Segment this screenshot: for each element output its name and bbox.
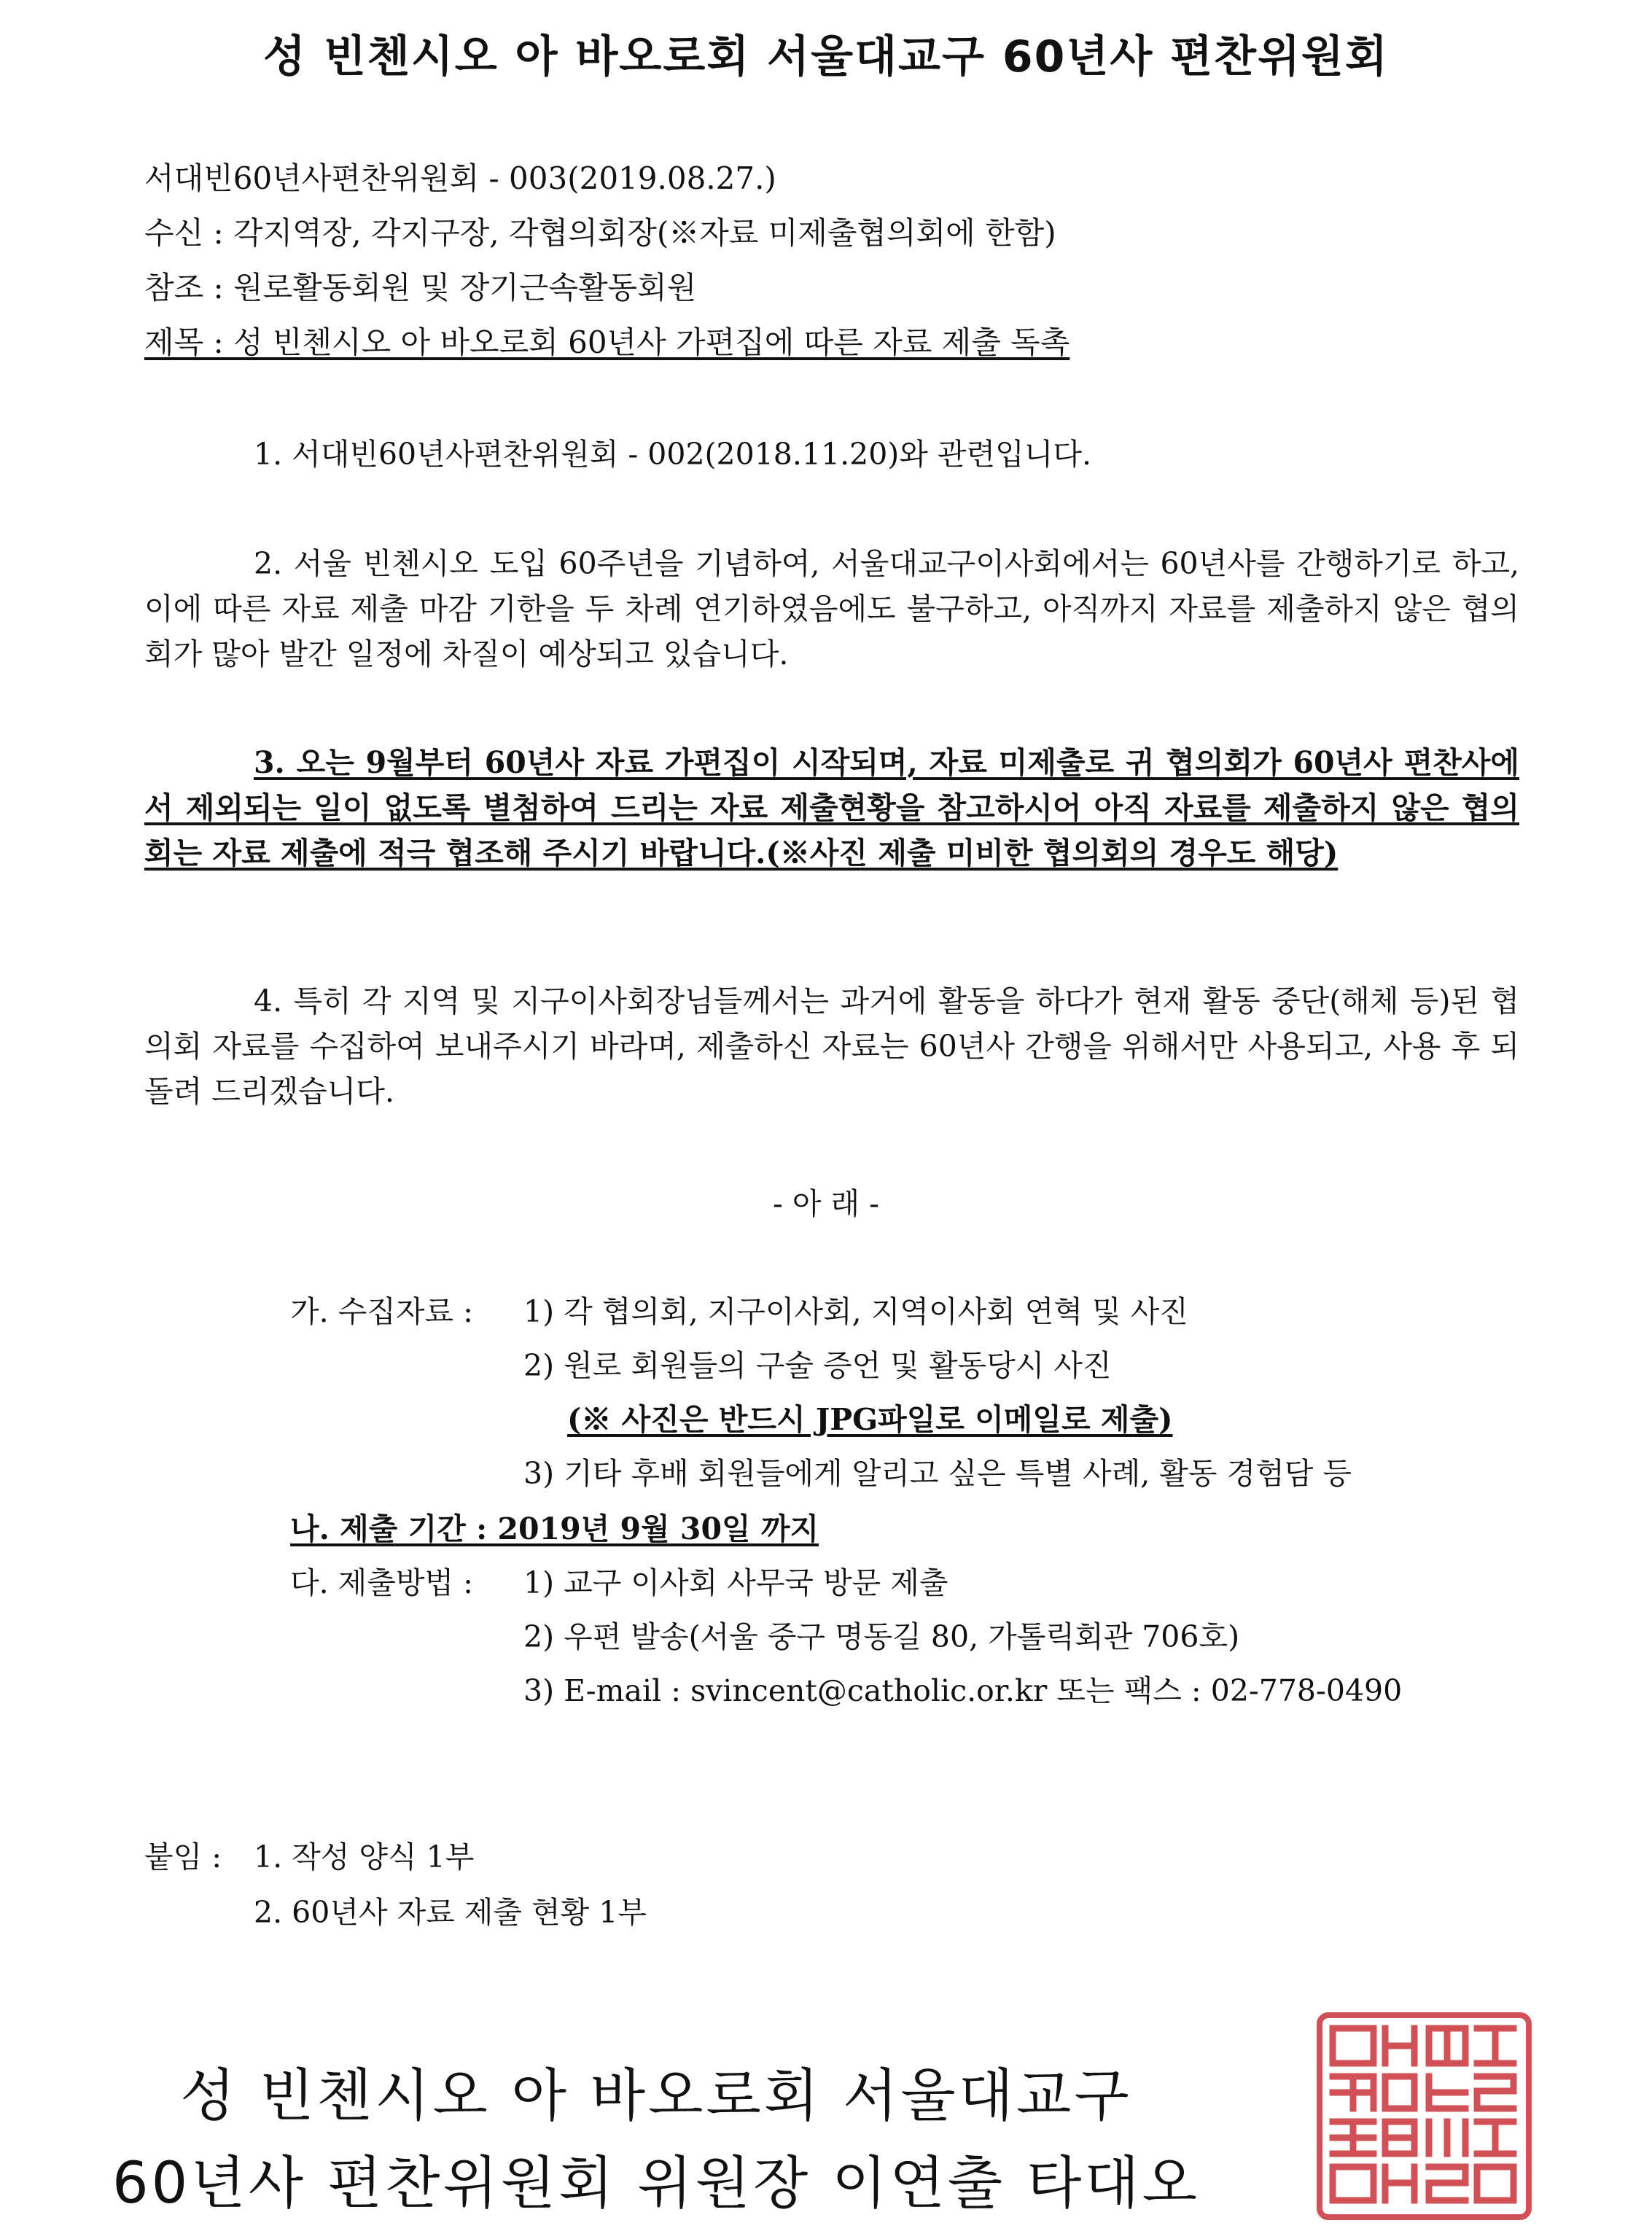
footer-line-2: 60년사 편찬위원회 위원장 이연출 타대오 bbox=[112, 2151, 1200, 2216]
paragraph-4: 4. 특히 각 지역 및 지구이사회장님들께서는 과거에 활동을 하다가 현재 활동 중단(해체 등)된 협의회 자료를 수집하여 보내주시기 바라며, 제출하신 자료는 60년사 간행을 위해서만 사용되고, 사용 후 되돌려 드리겠습니다. bbox=[144, 984, 1519, 1109]
collection-label: 가. 수집자료 : bbox=[290, 1294, 473, 1329]
method-item-3: 3) E-mail : svincent@catholic.or.kr 또는 팩스 : 02-778-0490 bbox=[523, 1673, 1403, 1708]
document-number: 서대빈60년사편찬위원회 - 003(2019.08.27.) bbox=[144, 160, 776, 196]
recipient-line: 수신 : 각지역장, 각지구장, 각협의회장(※자료 미제출협의회에 한함) bbox=[144, 215, 1056, 251]
method-item-1: 1) 교구 이사회 사무국 방문 제출 bbox=[523, 1565, 948, 1600]
seal-glyphs-icon bbox=[1322, 2018, 1526, 2214]
paragraph-3: 3. 오는 9월부터 60년사 자료 가편집이 시작되며, 자료 미제출로 귀 협의회가 60년사 편찬사에서 제외되는 일이 없도록 별첨하여 드리는 자료 제출현황을 참고하시어 아직 자료를 제출하지 않은 협의회는 자료 제출에 적극 협조해 주시기 바랍니다.(※사진 제출 미비한 협의회의 경우도 해당) bbox=[144, 745, 1519, 871]
attachment-item-1: 1. 작성 양식 1부 bbox=[254, 1839, 475, 1874]
attachment-item-2: 2. 60년사 자료 제출 현황 1부 bbox=[254, 1895, 647, 1930]
paragraph-2: 2. 서울 빈첸시오 도입 60주년을 기념하여, 서울대교구이사회에서는 60년사를 간행하기로 하고, 이에 따른 자료 제출 마감 기한을 두 차례 연기하였음에도 불구하고, 아직까지 자료를 제출하지 않은 협의회가 많아 발간 일정에 차질이 예상되고 있습니다. bbox=[144, 546, 1519, 671]
collection-item-3: 3) 기타 후배 회원들에게 알리고 싶은 특별 사례, 활동 경험담 등 bbox=[523, 1456, 1352, 1491]
reference-line: 참조 : 원로활동회원 및 장기근속활동회원 bbox=[144, 270, 697, 305]
submission-method-label: 다. 제출방법 : bbox=[290, 1565, 473, 1600]
method-item-2: 2) 우편 발송(서울 중구 명동길 80, 가톨릭회관 706호) bbox=[523, 1619, 1240, 1654]
section-title: - 아 래 - bbox=[772, 1186, 880, 1221]
collection-item-1: 1) 각 협의회, 지구이사회, 지역이사회 연혁 및 사진 bbox=[523, 1294, 1188, 1329]
subject-line: 제목 : 성 빈첸시오 아 바오로회 60년사 가편집에 따른 자료 제출 독촉 bbox=[144, 324, 1070, 360]
collection-item-2: 2) 원로 회원들의 구술 증언 및 활동당시 사진 bbox=[523, 1348, 1112, 1383]
paragraph-1: 1. 서대빈60년사편찬위원회 - 002(2018.11.20)와 관련입니다. bbox=[254, 437, 1091, 472]
official-seal bbox=[1317, 2012, 1532, 2220]
photo-note: (※ 사진은 반드시 JPG파일로 이메일로 제출) bbox=[567, 1402, 1173, 1437]
attachments-label: 붙임 : bbox=[144, 1839, 222, 1874]
document-title: 성 빈첸시오 아 바오로회 서울대교구 60년사 편찬위원회 bbox=[263, 31, 1389, 82]
submission-period: 나. 제출 기간 : 2019년 9월 30일 까지 bbox=[290, 1511, 819, 1546]
footer-line-1: 성 빈첸시오 아 바오로회 서울대교구 bbox=[180, 2063, 1132, 2129]
